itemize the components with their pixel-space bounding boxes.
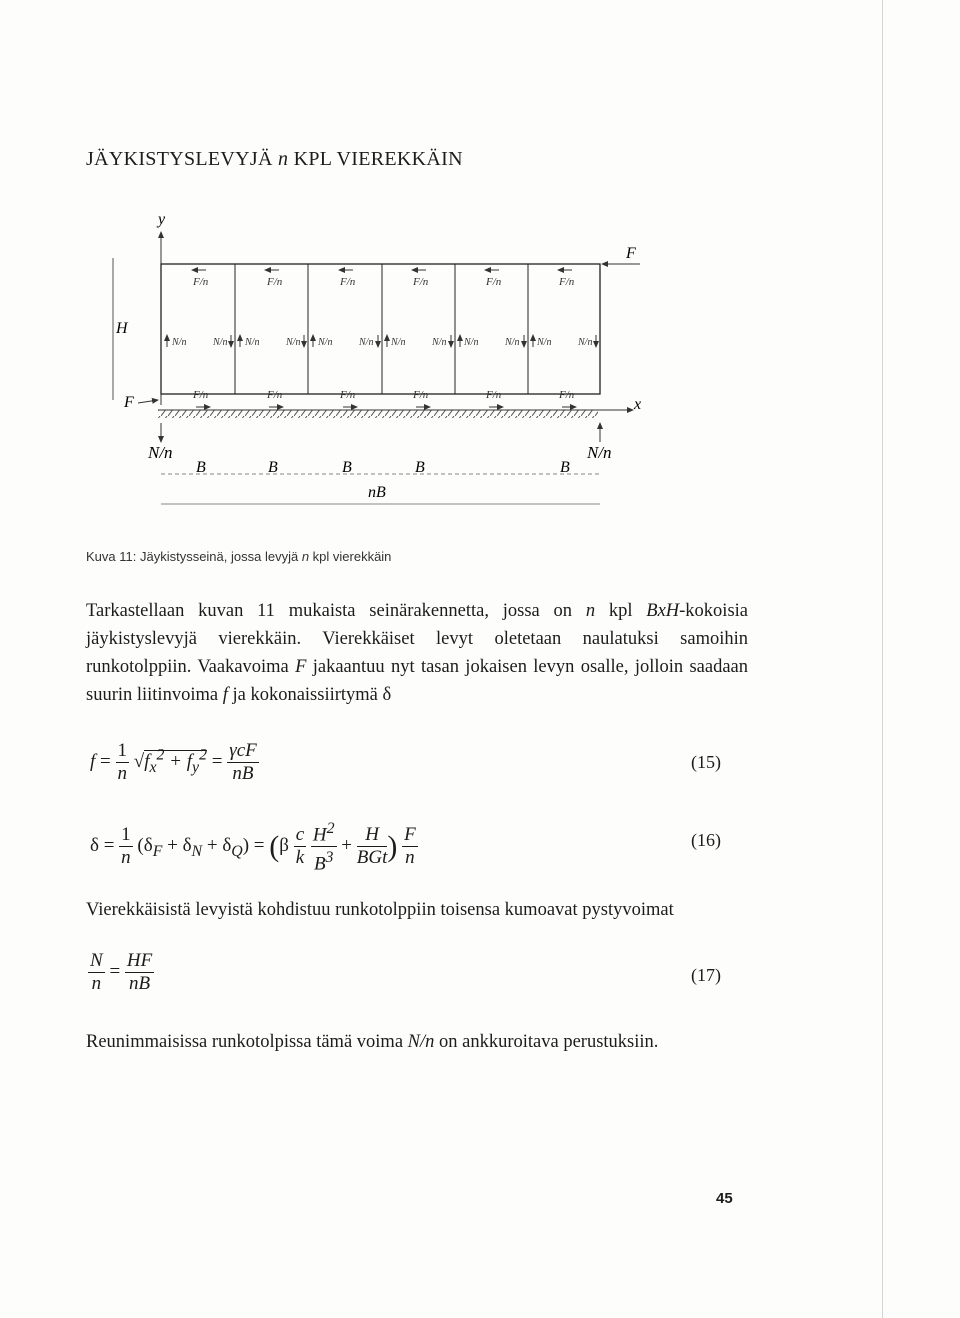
- y-axis-label: y: [158, 211, 166, 228]
- total-width-label: nB: [368, 484, 386, 501]
- top-panel-forces: [192, 270, 575, 288]
- stud-force-3: N/n: [245, 337, 260, 348]
- bottom-panel-forces: [192, 389, 575, 401]
- ground-hatch: [158, 410, 598, 418]
- top-force-f-n-3: F/n: [340, 276, 356, 288]
- panel-width-3: B: [342, 459, 352, 476]
- top-force-f-n-1: F/n: [193, 276, 209, 288]
- bottom-force-f-n-3: F/n: [340, 389, 356, 401]
- stud-force-6: N/n: [359, 337, 374, 348]
- stud-force-10: N/n: [505, 337, 520, 348]
- paragraph-vertical-forces: Vierekkäisistä levyistä kohdistuu runkotolppiin toisensa kumoavat pystyvoimat: [86, 900, 674, 920]
- stud-force-8: N/n: [432, 337, 447, 348]
- wall-outline: [161, 264, 600, 394]
- right-reaction-label: N/n: [587, 443, 612, 462]
- stud-force-11: N/n: [537, 337, 552, 348]
- figure-caption: Kuva 11: Jäykistysseinä, jossa levyjä n kpl vierekkäin: [86, 549, 392, 564]
- paragraph-intro: Tarkastellaan kuvan 11 mukaista seinärakennetta, jossa on n kpl BxH-kokoisia jäykistyslevyjä vierekkäin. Vierekkäiset levyt oletetaan naulatuksi samoihin runkotolppiin. Vaakavoima F jakaantuu nyt tasan jokaisen levyn osalle, jolloin saadaan suurin liitinvoima f ja kokonaissiirtymä δ: [86, 601, 748, 705]
- top-force-f-n-2: F/n: [267, 276, 283, 288]
- stud-force-12: N/n: [578, 337, 593, 348]
- equation-17: $\frac{N}{n}$ = $\frac{HF}{nB}$: [90, 950, 153, 994]
- equation-16-number: (16): [691, 830, 721, 850]
- page-number: 45: [716, 1190, 733, 1207]
- shear-wall-figure: [0, 0, 960, 540]
- stud-force-2: N/n: [213, 337, 228, 348]
- stud-force-1: N/n: [172, 337, 187, 348]
- paragraph-anchoring: Reunimmaisissa runkotolpissa tämä voima N/n on ankkuroitava perustuksiin.: [86, 1032, 659, 1052]
- top-force-label: F: [626, 245, 636, 262]
- left-force-label: F: [124, 394, 134, 411]
- panel-width-4: B: [415, 459, 425, 476]
- equation-16: δ = $\frac{1}{n}$ $(\delta_F + \delta_N + \delta_Q) = (\beta$ $\frac{c}{k}$ $\frac{H^2}{B^3}$ + $\frac{H}{\text{BGt}}$ ) $\frac{F}{n}$: [90, 820, 416, 875]
- equation-15-number: (15): [691, 752, 721, 772]
- panel-width-labels: [196, 459, 570, 476]
- bottom-force-f-n-1: F/n: [193, 389, 209, 401]
- stud-force-4: N/n: [286, 337, 301, 348]
- bottom-force-f-n-5: F/n: [486, 389, 502, 401]
- equation-15: f = $\frac{1}{n}$ $√f_x^2 + f_y^2$ = $\frac{\text{γcF}}{nB}$: [90, 740, 257, 784]
- top-force-f-n-5: F/n: [486, 276, 502, 288]
- equation-17-number: (17): [691, 965, 721, 985]
- panel-width-2: B: [268, 459, 278, 476]
- bottom-force-f-n-6: F/n: [559, 389, 575, 401]
- top-force-f-n-4: F/n: [413, 276, 429, 288]
- bottom-force-f-n-2: F/n: [267, 389, 283, 401]
- panel-width-5: B: [560, 459, 570, 476]
- left-force-arrow: [138, 400, 158, 403]
- height-label: H: [116, 320, 128, 337]
- stud-force-9: N/n: [464, 337, 479, 348]
- panel-width-1: B: [196, 459, 206, 476]
- section-heading: JÄYKISTYSLEVYJÄ n KPL VIEREKKÄIN: [86, 148, 463, 170]
- stud-force-5: N/n: [318, 337, 333, 348]
- top-force-f-n-6: F/n: [559, 276, 575, 288]
- x-axis-label: x: [634, 396, 642, 413]
- left-reaction-label: N/n: [148, 443, 173, 462]
- stud-force-7: N/n: [391, 337, 406, 348]
- bottom-force-f-n-4: F/n: [413, 389, 429, 401]
